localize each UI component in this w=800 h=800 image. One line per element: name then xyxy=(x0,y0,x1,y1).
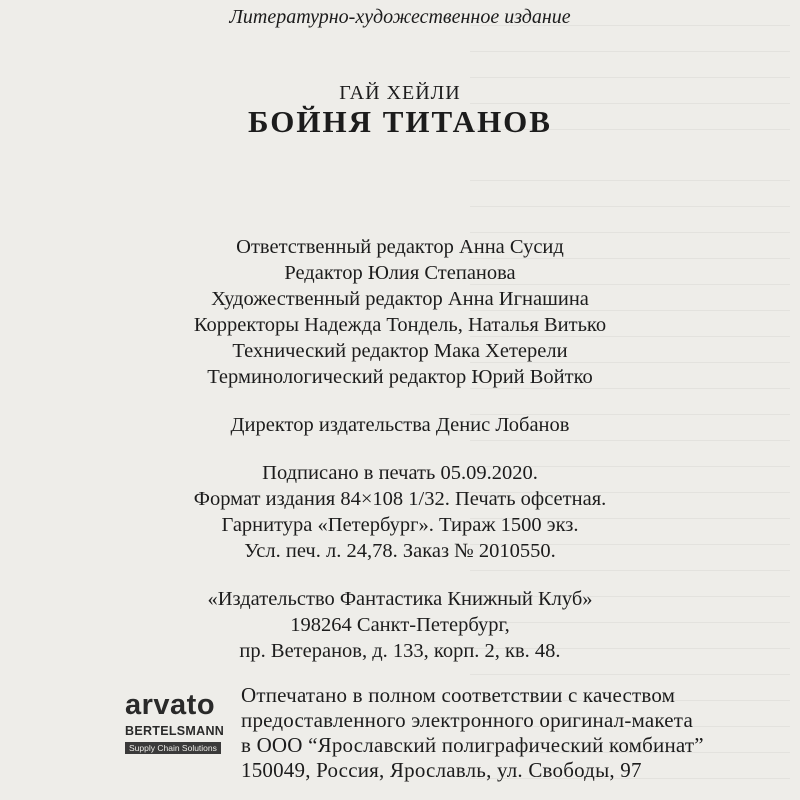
logo-wordmark: arvato xyxy=(125,689,216,721)
printer-line: в ООО “Ярославский полиграфический комбинат” xyxy=(241,733,704,757)
edition-type: Литературно-художественное издание xyxy=(229,6,571,28)
print-detail-line: Формат издания 84×108 1/32. Печать офсетная. xyxy=(193,488,607,510)
print-detail-line: Гарнитура «Петербург». Тираж 1500 экз. xyxy=(221,514,579,536)
publisher-line: 198264 Санкт-Петербург, xyxy=(290,614,510,636)
printer-info xyxy=(241,683,704,783)
printer-line: предоставленного электронного оригинал-макета xyxy=(241,708,693,732)
logo-company: BERTELSMANN xyxy=(125,724,225,738)
publisher-line: «Издательство Фантастика Книжный Клуб» xyxy=(207,588,593,610)
editor-line: Ответственный редактор Анна Сусид xyxy=(236,236,564,258)
arvato-logo xyxy=(125,690,235,756)
logo-tagline: Supply Chain Solutions xyxy=(125,742,221,754)
publisher-line: пр. Ветеранов, д. 133, корп. 2, кв. 48. xyxy=(239,640,561,662)
editor-line: Художественный редактор Анна Игнашина xyxy=(211,288,589,310)
director-line: Директор издательства Денис Лобанов xyxy=(230,414,570,436)
author-name: ГАЙ ХЕЙЛИ xyxy=(339,82,461,104)
editor-line: Редактор Юлия Степанова xyxy=(284,262,516,284)
printer-line: Отпечатано в полном соответствии с качеством xyxy=(241,683,676,707)
book-title: БОЙНЯ ТИТАНОВ xyxy=(248,104,552,139)
editor-line: Технический редактор Мака Хетерели xyxy=(232,340,568,362)
editor-line: Терминологический редактор Юрий Войтко xyxy=(207,366,593,388)
print-detail-line: Усл. печ. л. 24,78. Заказ № 2010550. xyxy=(244,540,556,562)
print-detail-line: Подписано в печать 05.09.2020. xyxy=(262,462,538,484)
editor-line: Корректоры Надежда Тондель, Наталья Витько xyxy=(193,314,607,336)
printer-line: 150049, Россия, Ярославль, ул. Свободы, 97 xyxy=(241,758,642,782)
